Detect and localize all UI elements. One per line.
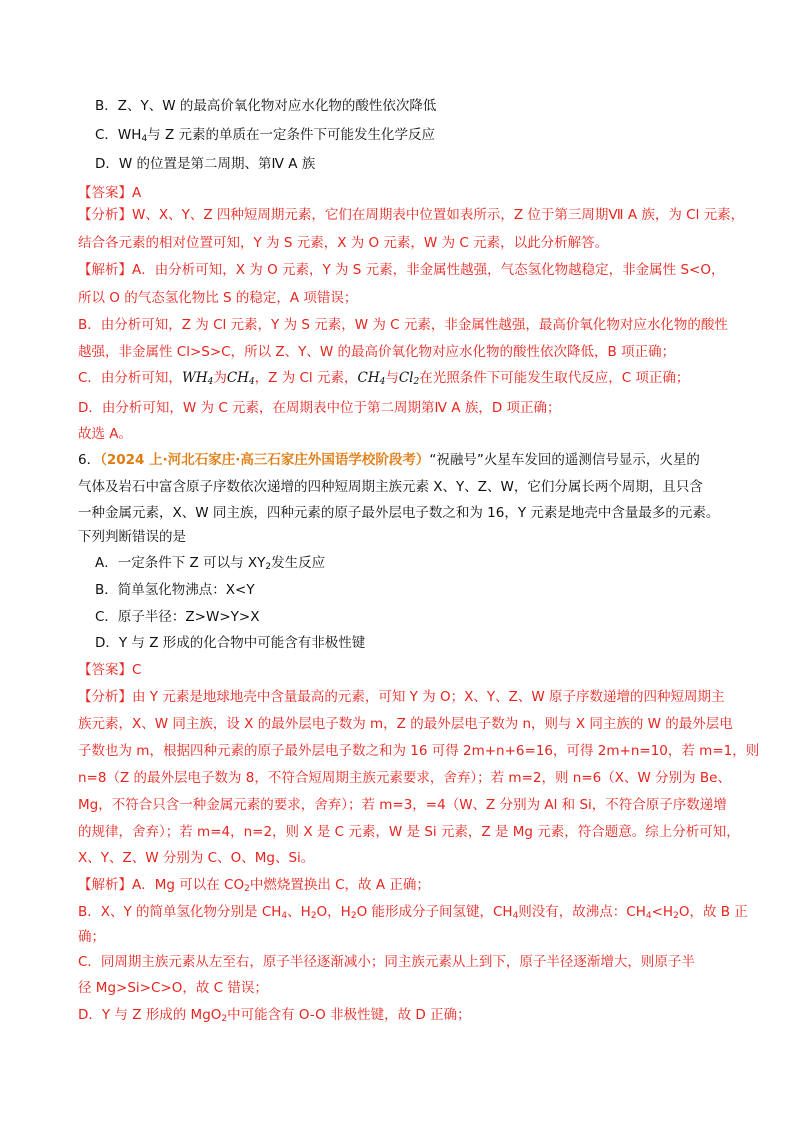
q6-analysis-line-1: 【分析】由 Y 元素是地球地壳中含量最高的元素，可知 Y 为 O；X、Y、Z、W 原子序数递增的四种短周期主	[78, 689, 725, 705]
q5-analysis-line-1: 【分析】W、X、Y、Z 四种短周期元素，它们在周期表中位置如表所示，Z 位于第三周期Ⅶ A 族，为 Cl 元素，	[78, 207, 745, 223]
q6-analysis-line-7: X、Y、Z、W 分别为 C、O、Mg、Si。	[78, 850, 315, 866]
q5-option-b: B．Z、Y、W 的最高价氧化物对应水化物的酸性依次降低	[95, 98, 437, 114]
q6-source: （2024 上·河北石家庄·高三石家庄外国语学校阶段考）	[100, 452, 430, 468]
q6-option-c: C．原子半径：Z>W>Y>X	[95, 609, 260, 625]
q6-option-b: B．简单氢化物沸点：X<Y	[95, 582, 255, 598]
q6-analysis-line-6: 的规律，舍弃）；若 m=4，n=2，则 X 是 C 元素，W 是 Si 元素，Z 是 Mg 元素，符合题意。综上分析可知，	[78, 824, 740, 840]
q5-answer: 【答案】A	[78, 185, 142, 201]
q6-explanation-line-5: 径 Mg>Si>C>O，故 C 错误；	[78, 980, 268, 996]
q6-stem-line-2: 气体及岩石中富含原子序数依次递增的四种短周期主族元素 X、Y、Z、W，它们分属长两个周期，且只含	[78, 479, 703, 495]
q6-analysis-line-2: 族元素，X、W 同主族，设 X 的最外层电子数为 m，Z 的最外层电子数为 n，则与 X 同主族的 W 的最外层电	[78, 716, 733, 732]
q6-analysis-line-4: n=8（Z 的最外层电子数为 8，不符合短周期主族元素要求，舍弃）；若 m=2，则 n=6（X、W 分别为 Be、	[78, 770, 731, 786]
q5-option-d: D．W 的位置是第二周期、第Ⅳ A 族	[95, 156, 316, 172]
q5-explanation-line-4: 越强，非金属性 Cl>S>C，所以 Z、Y、W 的最高价氧化物对应水化物的酸性依次降低，B 项正确；	[78, 344, 676, 360]
q6-stem-line-3: 一种金属元素，X、W 同主族，四种元素的原子最外层电子数之和为 16，Y 元素是地壳中含量最多的元素。	[78, 505, 720, 521]
q5-option-c: C．$WH_4$与 Z 元素的单质在一定条件下可能发生化学反应	[95, 127, 436, 144]
q6-explanation-line-4: C．同周期主族元素从左至右，原子半径逐渐减小；同主族元素从上到下，原子半径逐渐增大，则原子半	[78, 954, 695, 970]
q5-explanation-line-2: 所以 O 的气态氢化物比 S 的稳定，A 项错误；	[78, 290, 358, 306]
q6-option-d: D．Y 与 Z 形成的化合物中可能含有非极性键	[95, 635, 366, 651]
q6-stem-line-4: 下列判断错误的是	[78, 529, 186, 545]
q6-explanation-line-6: D．Y 与 Z 形成的 MgO$_2$中可能含有 O-O 非极性键，故 D 正确；	[78, 1007, 471, 1024]
q6-explanation-line-1: 【解析】A．Mg 可以在 $CO_2$中燃烧置换出 C，故 A 正确；	[78, 877, 430, 894]
q5-explanation-line-7: 故选 A。	[78, 426, 133, 442]
q6-explanation-line-2: B．X、Y 的简单氢化物分别是 $CH_4$、$H_2O$，$H_2O$ 能形成分子间氢键，$CH_4$则没有，故沸点：$CH_4<H_2O$，故 B 正	[78, 904, 748, 921]
q5-analysis-line-2: 结合各元素的相对位置可知，Y 为 S 元素，X 为 O 元素，W 为 C 元素，以此分析解答。	[78, 235, 609, 251]
q5-explanation-line-6: D．由分析可知，W 为 C 元素，在周期表中位于第二周期第Ⅳ A 族，D 项正确；	[78, 400, 561, 416]
q6-analysis-line-5: Mg，不符合只含一种金属元素的要求，舍弃）；若 m=3，=4（W、Z 分别为 Al 和 Si，不符合原子序数递增	[78, 797, 727, 813]
q6-option-a: A．一定条件下 Z 可以与 $XY_2$发生反应	[95, 555, 326, 572]
q6-explanation-line-3: 确；	[78, 929, 105, 945]
q5-explanation-line-5: C．由分析可知，$WH_4$为$CH_4$，Z 为 Cl 元素，$CH_4$与$Cl_2$在光照条件下可能发生取代反应，C 项正确；	[78, 370, 690, 387]
q6-answer: 【答案】C	[78, 662, 142, 678]
q5-explanation-line-3: B．由分析可知，Z 为 Cl 元素，Y 为 S 元素，W 为 C 元素，非金属性越强，最高价氧化物对应水化物的酸性	[78, 317, 728, 333]
q5-explanation-line-1: 【解析】A．由分析可知，X 为 O 元素，Y 为 S 元素，非金属性越强，气态氢化物越稳定，非金属性 S<O，	[78, 262, 725, 278]
q6-stem-line-1: 6．（2024 上·河北石家庄·高三石家庄外国语学校阶段考）“祝融号”火星车发回的遥测信号显示，火星的	[78, 452, 700, 468]
q6-analysis-line-3: 子数也为 m，根据四种元素的原子最外层电子数之和为 16 可得 2m+n+6=16，可得 2m+n=10，若 m=1，则	[78, 743, 760, 759]
